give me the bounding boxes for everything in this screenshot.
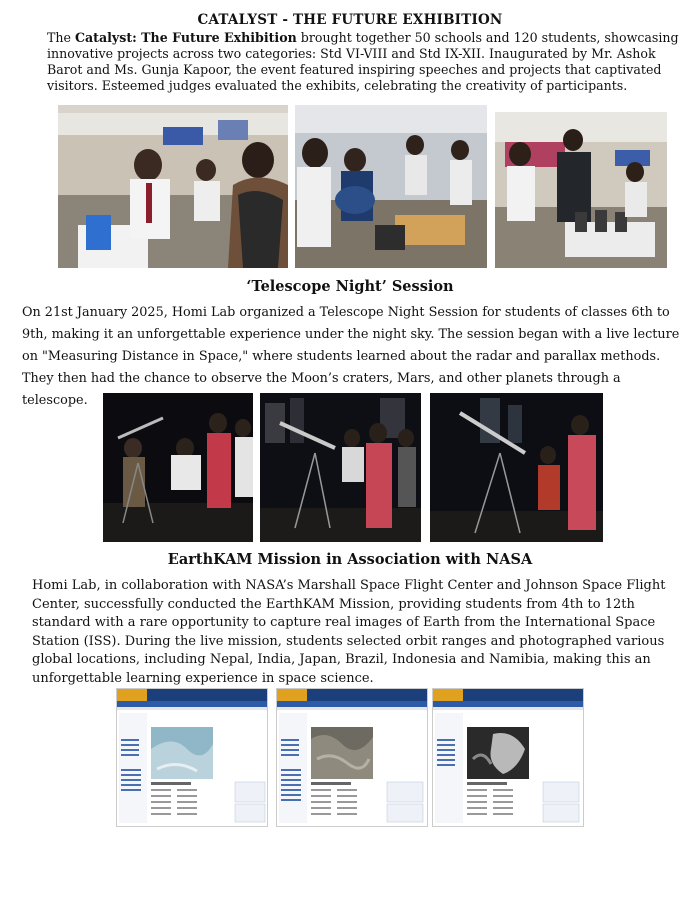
catalyst-intro-bold: Catalyst: The Future Exhibition	[74, 30, 297, 45]
catalyst-photo-3	[495, 112, 667, 268]
earthkam-screenshot-1	[116, 688, 268, 827]
catalyst-intro-the: The	[47, 30, 75, 45]
catalyst-title: CATALYST - THE FUTURE EXHIBITION	[197, 12, 503, 28]
catalyst-photo-2	[295, 105, 487, 268]
earthkam-body: Homi Lab, in collaboration with NASA’s Marshall Space Flight Center and Johnson Space Flight Center, successfully conducted the EarthKAM Mission, providing students from 4th to 12th standard with a rare opportunity to capture real images of Earth from the International Space Station (ISS). During the live mission, students selected orbit ranges and photographed various global locations, including Nepal, India, Japan, Brazil, Indonesia and Namibia, making this an unforgettable learning experience in space science.	[32, 578, 666, 686]
telescope-photo-1	[103, 393, 253, 542]
telescope-photo-2	[260, 393, 421, 542]
catalyst-intro	[47, 30, 687, 94]
earthkam-title: EarthKAM Mission in Association with NASA	[167, 551, 533, 568]
telescope-photo-3	[430, 393, 603, 542]
earthkam-screenshot-2	[276, 688, 428, 827]
telescope-title: ‘Telescope Night’ Session	[246, 278, 454, 295]
telescope-body: On 21st January 2025, Homi Lab organized a Telescope Night Session for students of classes 6th to 9th, making it an unforgettable experience under the night sky. The session began with a live lecture on "Measuring Distance in Space," where students learned about the radar and parallax methods. They then had the chance to observe the Moon’s craters, Mars, and other planets through a telescope.	[22, 305, 680, 408]
catalyst-intro-rest: brought together 50 schools and 120 students, showcasing innovative projects across two categories: Std VI-VIII and Std IX-XII. Inaugurated by Mr. Ashok Barot and Ms. Gunja Kapoor, the event featured inspiring speeches and projects that captivated visitors. Esteemed judges evaluated the exhibits, celebrating the creativity of participants.	[47, 30, 679, 93]
earthkam-screenshot-3	[432, 688, 584, 827]
catalyst-photo-1	[58, 105, 288, 268]
